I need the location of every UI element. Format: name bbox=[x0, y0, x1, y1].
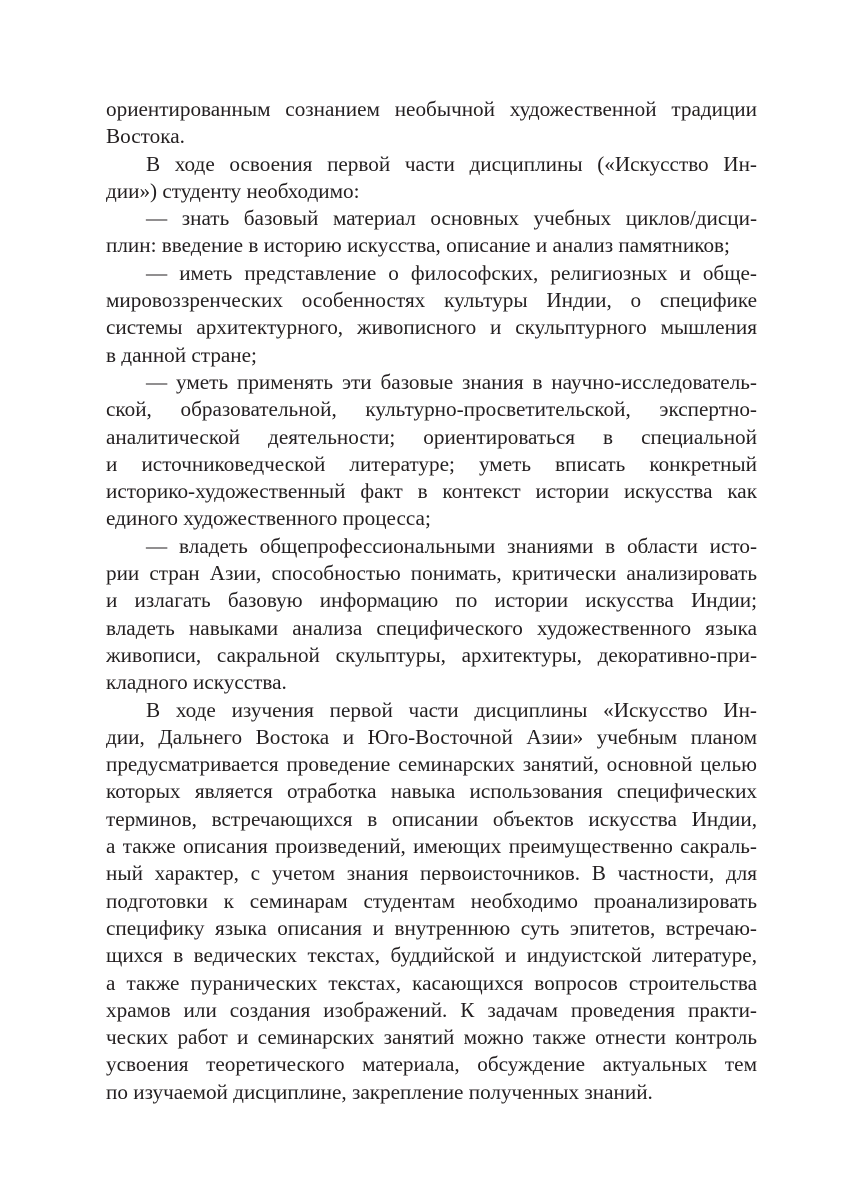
text-line: кладного искусства. bbox=[106, 670, 287, 695]
text-line: системы архитектурного, живописного и скульптурного мышления bbox=[106, 315, 757, 340]
text-line: щихся в ведических текстах, буддийской и индуистской литературе, bbox=[106, 943, 757, 968]
text-line: плин: введение в историю искусства, описание и анализ памятников; bbox=[106, 233, 730, 258]
text-line: терминов, встречающихся в описании объектов искусства Индии, bbox=[106, 806, 757, 831]
text-line: а также описания произведений, имеющих преимущественно сакраль- bbox=[106, 834, 757, 859]
text-line: ческих работ и семинарских занятий можно также отнести контроль bbox=[106, 1025, 757, 1050]
text-line: в данной стране; bbox=[106, 342, 257, 367]
text-line: — уметь применять эти базовые знания в научно-исследователь- bbox=[146, 369, 757, 394]
text-line: ориентированным сознанием необычной художественной традиции bbox=[106, 97, 757, 121]
text-line: дии») студенту необходимо: bbox=[106, 178, 360, 203]
text-line: — иметь представление о философских, религиозных и обще- bbox=[146, 260, 757, 285]
page-body-text bbox=[106, 96, 757, 1106]
text-line: ской, образовательной, культурно-просветительской, экспертно- bbox=[106, 397, 757, 422]
text-line: которых является отработка навыка использования специфических bbox=[106, 779, 757, 804]
text-line: и излагать базовую информацию по истории искусства Индии; bbox=[106, 588, 757, 613]
text-line: аналитической деятельности; ориентироваться в специальной bbox=[106, 424, 757, 449]
text-line: по изучаемой дисциплине, закрепление полученных знаний. bbox=[106, 1079, 653, 1104]
text-line: усвоения теоретического материала, обсуждение актуальных тем bbox=[106, 1052, 757, 1077]
text-line: подготовки к семинарам студентам необходимо проанализировать bbox=[106, 888, 757, 913]
text-line: специфику языка описания и внутреннюю суть эпитетов, встречаю- bbox=[106, 915, 757, 940]
text-line: а также пуранических текстах, касающихся вопросов строительства bbox=[106, 970, 757, 995]
text-line: и источниковедческой литературе; уметь вписать конкретный bbox=[106, 451, 757, 476]
text-line: историко-художественный факт в контекст истории искусства как bbox=[106, 479, 757, 504]
text-line: владеть навыками анализа специфического художественного языка bbox=[106, 615, 757, 640]
text-line: мировоззренческих особенностях культуры Индии, о специфике bbox=[106, 288, 757, 313]
text-line: В ходе освоения первой части дисциплины («Искусство Ин- bbox=[146, 151, 757, 176]
text-line: ный характер, с учетом знания первоисточников. В частности, для bbox=[106, 861, 757, 886]
text-line: единого художественного процесса; bbox=[106, 506, 431, 531]
text-line: живописи, сакральной скульптуры, архитектуры, декоративно-при- bbox=[106, 642, 757, 667]
text-line: — знать базовый материал основных учебных циклов/дисци- bbox=[146, 206, 757, 231]
text-line: предусматривается проведение семинарских занятий, основной целью bbox=[106, 752, 757, 777]
text-line: дии, Дальнего Востока и Юго-Восточной Азии» учебным планом bbox=[106, 724, 757, 749]
text-line: рии стран Азии, способностью понимать, критически анализировать bbox=[106, 561, 757, 586]
text-line: Востока. bbox=[106, 124, 185, 149]
text-line: В ходе изучения первой части дисциплины «Искусство Ин- bbox=[146, 697, 757, 722]
text-line: храмов или создания изображений. К задачам проведения практи- bbox=[106, 997, 757, 1022]
text-line: — владеть общепрофессиональными знаниями в области исто- bbox=[146, 533, 757, 558]
